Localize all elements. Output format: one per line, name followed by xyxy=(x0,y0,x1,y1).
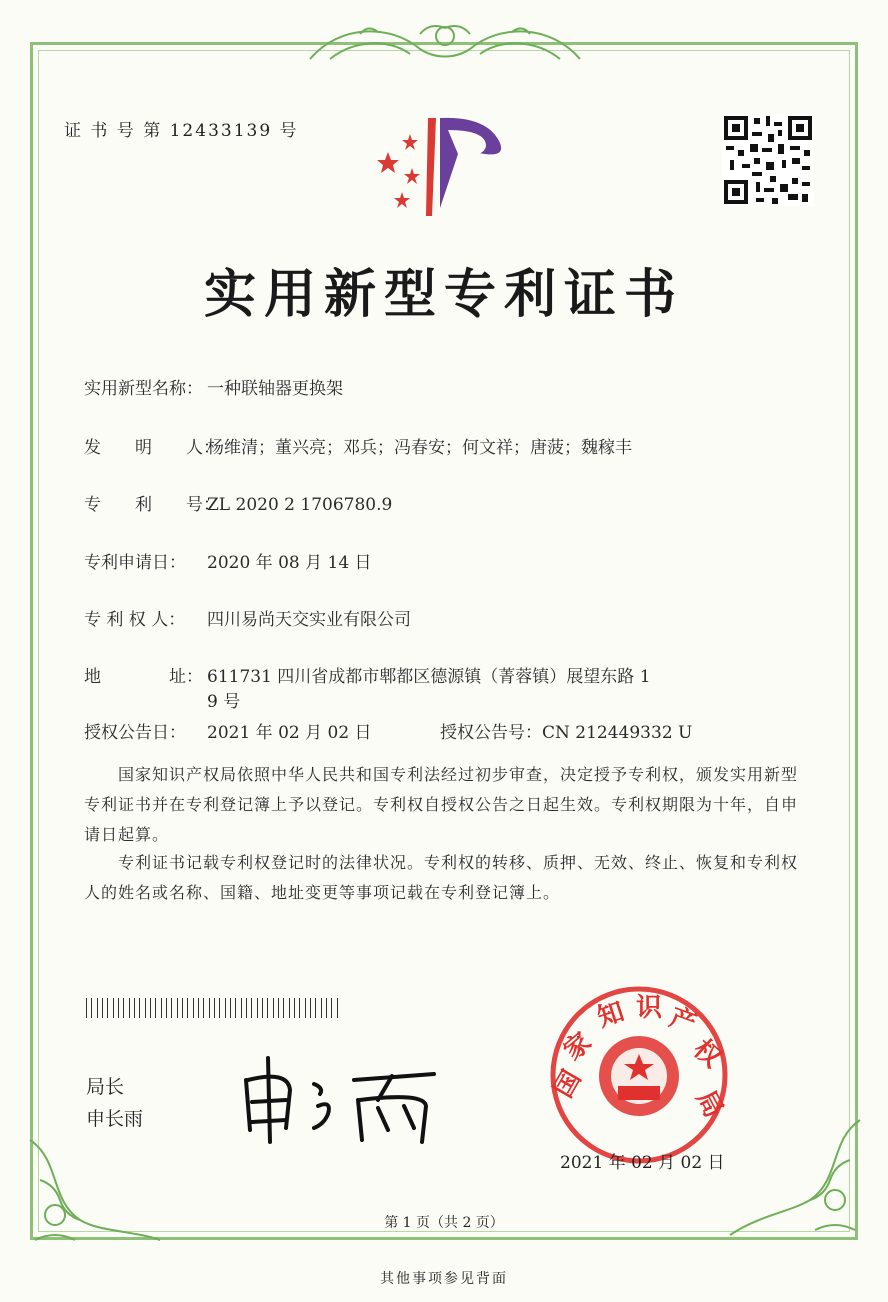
official-seal xyxy=(530,980,748,1170)
barcode-bar xyxy=(209,998,210,1018)
barcode-bar xyxy=(273,998,274,1018)
field-value: 611731 四川省成都市郫都区德源镇（菁蓉镇）展望东路 1 xyxy=(207,667,651,687)
field-address-line2: 9 号 xyxy=(207,692,241,712)
field-patent-number xyxy=(84,490,392,515)
barcode-bar xyxy=(230,998,231,1018)
certificate-title: 实用新型专利证书 xyxy=(203,264,684,325)
qr-code xyxy=(722,114,814,206)
barcode-bar xyxy=(310,998,311,1018)
svg-text:识: 识 xyxy=(636,993,663,1023)
barcode-bar xyxy=(289,998,290,1018)
top-ornament xyxy=(300,14,590,74)
barcode-bar xyxy=(129,998,130,1018)
field-label: 实用新型名称： xyxy=(84,379,203,399)
field-value: 2020 年 08 月 14 日 xyxy=(207,553,372,573)
field-value: 四川易尚天交实业有限公司 xyxy=(207,610,411,630)
field-label: 授权公告日： xyxy=(84,723,186,743)
signatory-name: 申长雨 xyxy=(86,1108,144,1130)
field-label: 发 明 人： xyxy=(84,438,220,458)
paragraph-legal-status: 专利证书记载专利权登记时的法律状况。专利权的转移、质押、无效、终止、恢复和专利权人的姓名或名称、国籍、地址变更等事项记载在专利登记簿上。 xyxy=(84,853,799,902)
barcode-bar xyxy=(267,998,268,1018)
field-label: 专利申请日： xyxy=(84,553,186,573)
barcode-bar xyxy=(171,998,172,1018)
barcode-bar xyxy=(91,998,92,1018)
svg-text:知: 知 xyxy=(593,996,628,1034)
barcode-bar xyxy=(118,998,119,1018)
barcode-bar xyxy=(235,998,236,1018)
svg-text:家: 家 xyxy=(558,1026,598,1067)
field-utility-model-name xyxy=(84,374,343,399)
field-label: 授权公告号： xyxy=(440,723,542,743)
barcode-bar xyxy=(337,998,338,1018)
barcode-bar xyxy=(331,998,332,1018)
field-patent-holder xyxy=(84,605,411,630)
signatory-role: 局长 xyxy=(86,1076,125,1098)
footer-note: 其他事项参见背面 xyxy=(380,1271,508,1287)
barcode-bar xyxy=(203,998,204,1018)
barcode-bar xyxy=(321,998,322,1018)
field-grant-number xyxy=(440,718,692,743)
svg-text:权: 权 xyxy=(687,1034,727,1074)
barcode-bar xyxy=(214,998,215,1018)
barcode-bar xyxy=(161,998,162,1018)
field-value: CN 212449332 U xyxy=(542,723,693,743)
barcode-bar xyxy=(113,998,114,1018)
cnipa-logo xyxy=(368,108,518,220)
field-value: ZL 2020 2 1706780.9 xyxy=(207,495,393,515)
barcode-bar xyxy=(107,998,108,1018)
handwritten-signature xyxy=(228,1050,448,1145)
svg-text:局: 局 xyxy=(689,1085,729,1123)
seal-date: 2021 年 02 月 02 日 xyxy=(560,1153,725,1173)
barcode-bar xyxy=(134,998,135,1018)
barcode-bar xyxy=(241,998,242,1018)
barcode-bar xyxy=(97,998,98,1018)
barcode-bar xyxy=(326,998,327,1018)
field-value: 杨维清；董兴亮；邓兵；冯春安；何文祥；唐菠；魏稼丰 xyxy=(207,438,632,458)
barcode-bar xyxy=(150,998,151,1018)
barcode-bar xyxy=(294,998,295,1018)
field-label: 地 址： xyxy=(84,667,203,687)
barcode-bar xyxy=(315,998,316,1018)
barcode-bar xyxy=(177,998,178,1018)
field-label: 专 利 号： xyxy=(84,495,220,515)
barcode-bar xyxy=(299,998,300,1018)
barcode-bar xyxy=(278,998,279,1018)
barcode-bar xyxy=(262,998,263,1018)
barcode-bar xyxy=(102,998,103,1018)
barcode-bar xyxy=(155,998,156,1018)
barcode-bar xyxy=(187,998,188,1018)
barcode-bar xyxy=(257,998,258,1018)
field-address xyxy=(84,662,651,687)
field-filing-date xyxy=(84,548,372,573)
svg-text:产: 产 xyxy=(665,1002,701,1040)
barcode-bar xyxy=(139,998,140,1018)
barcode-bar xyxy=(166,998,167,1018)
barcode-bar xyxy=(193,998,194,1018)
field-inventors xyxy=(84,433,632,458)
paragraph-grant-statement: 国家知识产权局依照中华人民共和国专利法经过初步审查，决定授予专利权，颁发实用新型专利证书并在专利登记簿上予以登记。专利权自授权公告之日起生效。专利权期限为十年，自申请日起算。 xyxy=(84,765,799,844)
barcode-bar xyxy=(246,998,247,1018)
barcode-bar xyxy=(198,998,199,1018)
bottom-left-ornament xyxy=(20,1120,170,1260)
svg-text:国: 国 xyxy=(548,1065,588,1103)
field-value: 2021 年 02 月 02 日 xyxy=(207,723,372,743)
field-label: 专 利 权 人： xyxy=(84,610,186,630)
barcode-bar xyxy=(305,998,306,1018)
barcode-bar xyxy=(251,998,252,1018)
barcode-bar xyxy=(283,998,284,1018)
barcode-bar xyxy=(182,998,183,1018)
certificate-number: 证 书 号 第 12433139 号 xyxy=(64,121,299,141)
barcode-bar xyxy=(219,998,220,1018)
field-value: 一种联轴器更换架 xyxy=(207,379,343,399)
page-indicator: 第 1 页（共 2 页） xyxy=(384,1215,504,1231)
barcode-bar xyxy=(145,998,146,1018)
barcode xyxy=(86,998,342,1018)
field-grant-date xyxy=(84,718,372,743)
barcode-bar xyxy=(86,998,87,1018)
barcode-bar xyxy=(123,998,124,1018)
barcode-bar xyxy=(225,998,226,1018)
